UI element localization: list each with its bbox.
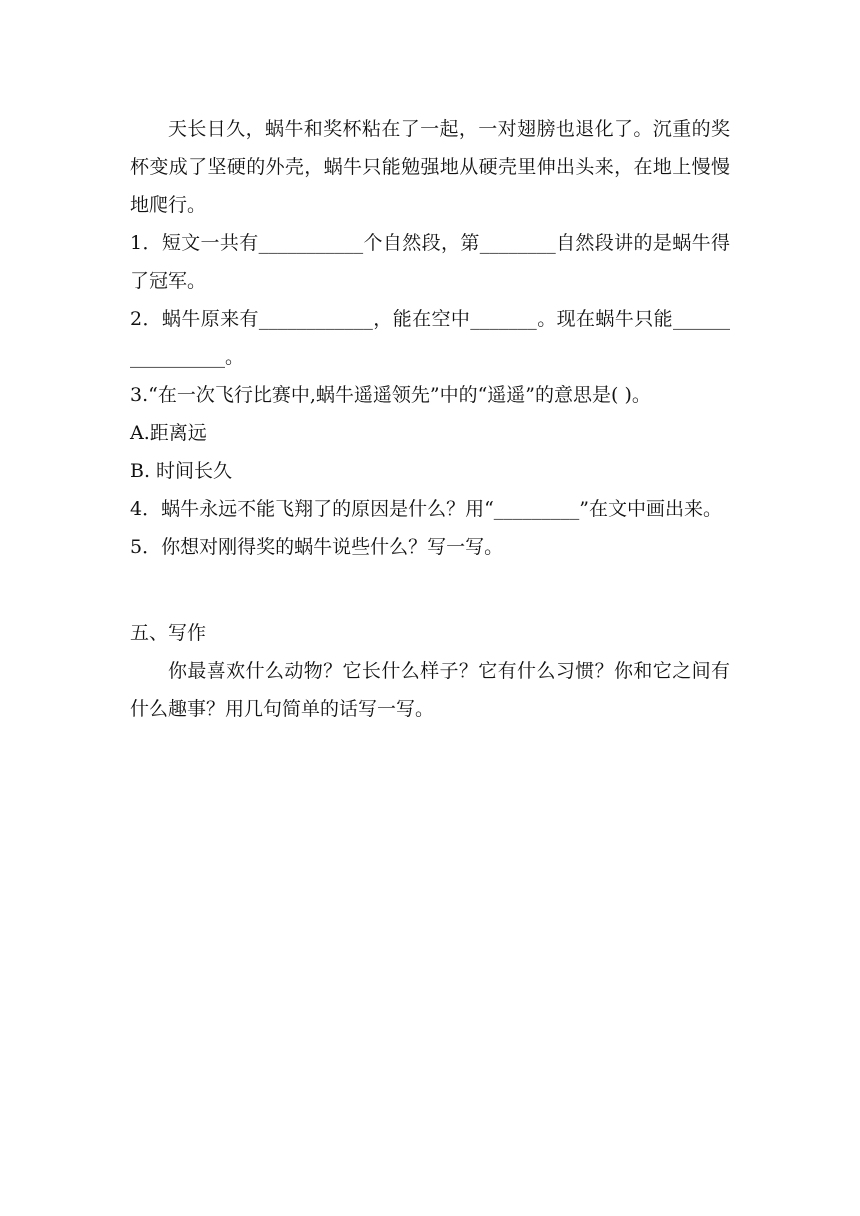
question-3: 3.“在一次飞行比赛中,蜗牛遥遥领先”中的“遥遥”的意思是( )。 bbox=[130, 384, 651, 406]
question-4: 4．蜗牛永远不能飞翔了的原因是什么？用“_________”在文中画出来。 bbox=[130, 498, 723, 520]
writing-heading: 五、写作 bbox=[130, 622, 207, 644]
writing-prompt: 你最喜欢什么动物？它长什么样子？它有什么习惯？你和它之间有什么趣事？用几句简单的话写一写。 bbox=[130, 660, 730, 720]
question-3-option-a: A.距离远 bbox=[130, 422, 207, 444]
question-2: 2．蜗牛原来有____________，能在空中_______。现在蜗牛只能________________。 bbox=[130, 308, 730, 368]
question-5: 5．你想对刚得奖的蜗牛说些什么？写一写。 bbox=[130, 536, 504, 558]
section-spacer bbox=[130, 566, 730, 614]
worksheet-page bbox=[130, 110, 730, 728]
question-1: 1．短文一共有___________个自然段，第________自然段讲的是蜗牛得了冠军。 bbox=[130, 232, 730, 292]
question-3-option-b: B. 时间长久 bbox=[130, 460, 233, 482]
passage-paragraph: 天长日久，蜗牛和奖杯粘在了一起，一对翅膀也退化了。沉重的奖杯变成了坚硬的外壳，蜗牛只能勉强地从硬壳里伸出头来，在地上慢慢地爬行。 bbox=[130, 118, 730, 216]
